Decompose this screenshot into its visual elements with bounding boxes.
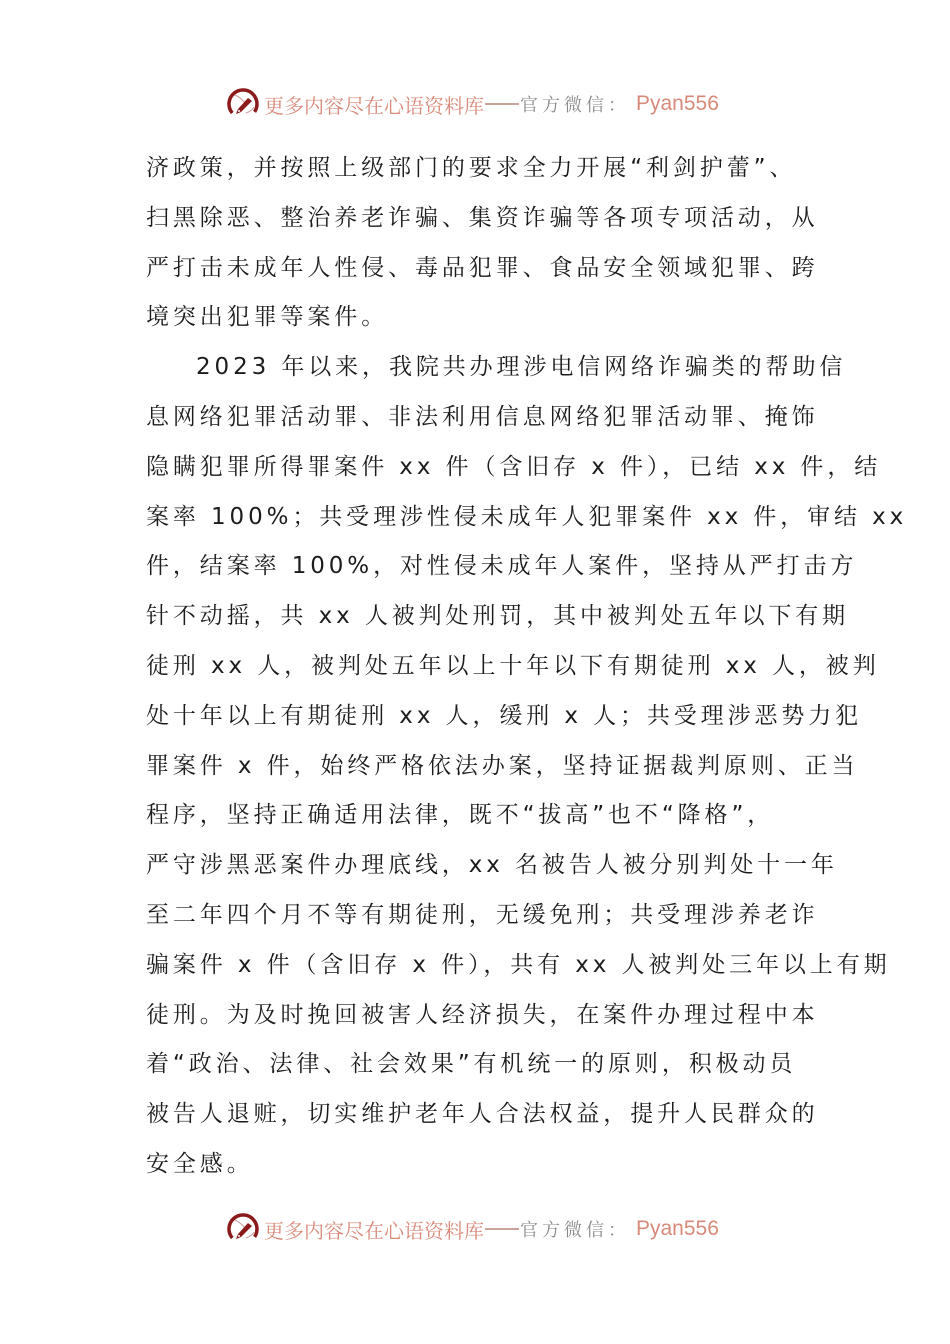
text-line: 骗案件 x 件（含旧存 x 件），共有 xx 人被判处三年以上有期 [146, 951, 891, 978]
text-line: 处十年以上有期徒刑 xx 人，缓刑 x 人；共受理涉恶势力犯 [146, 702, 863, 729]
pen-nib-circle-icon [226, 1212, 260, 1246]
text-line: 徒刑 xx 人，被判处五年以上十年以下有期徒刑 xx 人，被判 [146, 652, 880, 679]
official-wechat-label: 官方微信： [520, 95, 630, 116]
text-line: 着“政治、法律、社会效果”有机统一的原则，积极动员 [146, 1051, 797, 1078]
brand-text: 更多内容尽在心语资料库 [264, 1218, 484, 1243]
paragraph-1 [146, 144, 819, 343]
wechat-id: Pyan556 [636, 1217, 719, 1240]
text-line: 息网络犯罪活动罪、非法利用信息网络犯罪活动罪、掩饰 [146, 403, 819, 430]
text-line: 2023 年以来，我院共办理涉电信网络诈骗类的帮助信 [196, 354, 847, 381]
text-line: 境突出犯罪等案件。 [146, 304, 389, 331]
separator-dash [485, 103, 519, 105]
text-line: 案率 100%；共受理涉性侵未成年人犯罪案件 xx 件，审结 xx [146, 503, 908, 530]
separator-dash [485, 1228, 519, 1230]
official-wechat-label: 官方微信： [520, 1220, 630, 1241]
footer-watermark-banner [226, 1209, 726, 1249]
document-body [146, 144, 908, 1190]
text-line: 扫黑除恶、整治养老诈骗、集资诈骗等各项专项活动，从 [146, 204, 819, 231]
text-line: 罪案件 x 件，始终严格依法办案，坚持证据裁判原则、正当 [146, 752, 859, 779]
text-line: 针不动摇，共 xx 人被判处刑罚，其中被判处五年以下有期 [146, 603, 850, 630]
text-line: 程序，坚持正确适用法律，既不“拔高”也不“降格”， [146, 802, 775, 829]
header-watermark-banner [226, 84, 726, 124]
pen-nib-circle-icon [226, 87, 260, 121]
text-line: 济政策，并按照上级部门的要求全力开展“利剑护蕾”、 [146, 155, 797, 181]
paragraph-2 [146, 343, 908, 1190]
text-line: 至二年四个月不等有期徒刑，无缓免刑；共受理涉养老诈 [146, 901, 819, 928]
text-line: 安全感。 [146, 1150, 254, 1177]
text-line: 隐瞒犯罪所得罪案件 xx 件（含旧存 x 件），已结 xx 件，结 [146, 453, 882, 480]
text-line: 严打击未成年人性侵、毒品犯罪、食品安全领域犯罪、跨 [146, 254, 819, 281]
text-line: 被告人退赃，切实维护老年人合法权益，提升人民群众的 [146, 1101, 819, 1128]
brand-text: 更多内容尽在心语资料库 [264, 93, 484, 118]
text-line: 严守涉黑恶案件办理底线，xx 名被告人被分别判处十一年 [146, 852, 838, 879]
text-line: 件，结案率 100%，对性侵未成年人案件，坚持从严打击方 [146, 553, 858, 580]
wechat-id: Pyan556 [636, 92, 719, 115]
text-line: 徒刑。为及时挽回被害人经济损失，在案件办理过程中本 [146, 1001, 819, 1028]
